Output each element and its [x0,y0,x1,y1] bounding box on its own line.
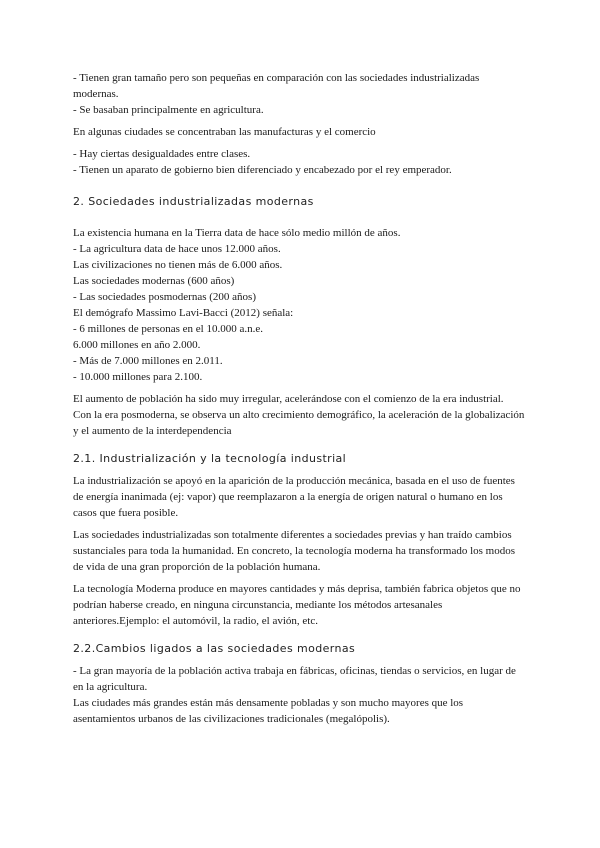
list-item: - Tienen gran tamaño pero son pequeñas en comparación con las sociedades industrializadas modernas. [73,72,480,100]
paragraph: La tecnología Moderna produce en mayores cantidades y más deprisa, también fabrica objetos que no podrían haberse creado, en ninguna circunstancia, mediante los métodos artesanales anteriores.Ejemplo: el automóvil, la radio, el avión, etc. [73,583,521,627]
paragraph: El aumento de población ha sido muy irregular, acelerándose con el comienzo de la era industrial. [73,393,504,405]
paragraph: En algunas ciudades se concentraban las manufacturas y el comercio [73,126,376,138]
list-item: - 10.000 millones para 2.100. [73,371,203,383]
list-item: - Tienen un aparato de gobierno bien diferenciado y encabezado por el rey emperador. [73,164,452,176]
list-item: - 6 millones de personas en el 10.000 a.n.e. [73,323,264,335]
paragraph: El demógrafo Massimo Lavi-Bacci (2012) señala: [73,307,294,319]
list-item: - Hay ciertas desigualdades entre clases. [73,148,251,160]
list-item: - Se basaban principalmente en agricultura. [73,104,264,116]
list-item: - Las sociedades posmodernas (200 años) [73,291,256,303]
paragraph: La existencia humana en la Tierra data de hace sólo medio millón de años. [73,227,401,239]
paragraph: La industrialización se apoyó en la aparición de la producción mecánica, basada en el uso de fuentes de energía inanimada (ej: vapor) que reemplazaron a la energía de origen natural o humano en los casos que fuera posible. [73,475,515,519]
paragraph: - La gran mayoría de la población activa trabaja en fábricas, oficinas, tiendas o servicios, en lugar de en la agricultura. [73,665,516,693]
section-heading-2-1: 2.1. Industrialización y la tecnología industrial [73,452,347,465]
section-heading-2-2: 2.2.Cambios ligados a las sociedades modernas [73,642,356,655]
section-heading-2: 2. Sociedades industrializadas modernas [73,195,314,208]
list-item: - Más de 7.000 millones en 2.011. [73,355,223,367]
paragraph: Las sociedades modernas (600 años) [73,275,235,287]
list-item: - La agricultura data de hace unos 12.000 años. [73,243,281,255]
paragraph: 6.000 millones en año 2.000. [73,339,201,351]
paragraph: Con la era posmoderna, se observa un alto crecimiento demográfico, la aceleración de la globalización y el aumento de la interdependencia [73,409,525,437]
paragraph: Las ciudades más grandes están más densamente pobladas y son mucho mayores que los asentamientos urbanos de las civilizaciones tradicionales (megalópolis). [73,697,464,725]
document-body [73,70,525,727]
paragraph: Las sociedades industrializadas son totalmente diferentes a sociedades previas y han traído cambios sustanciales para toda la humanidad. En concreto, la tecnología moderna ha transformado los modos de vida de una gran proporción de la población humana. [73,529,515,573]
paragraph: Las civilizaciones no tienen más de 6.000 años. [73,259,283,271]
